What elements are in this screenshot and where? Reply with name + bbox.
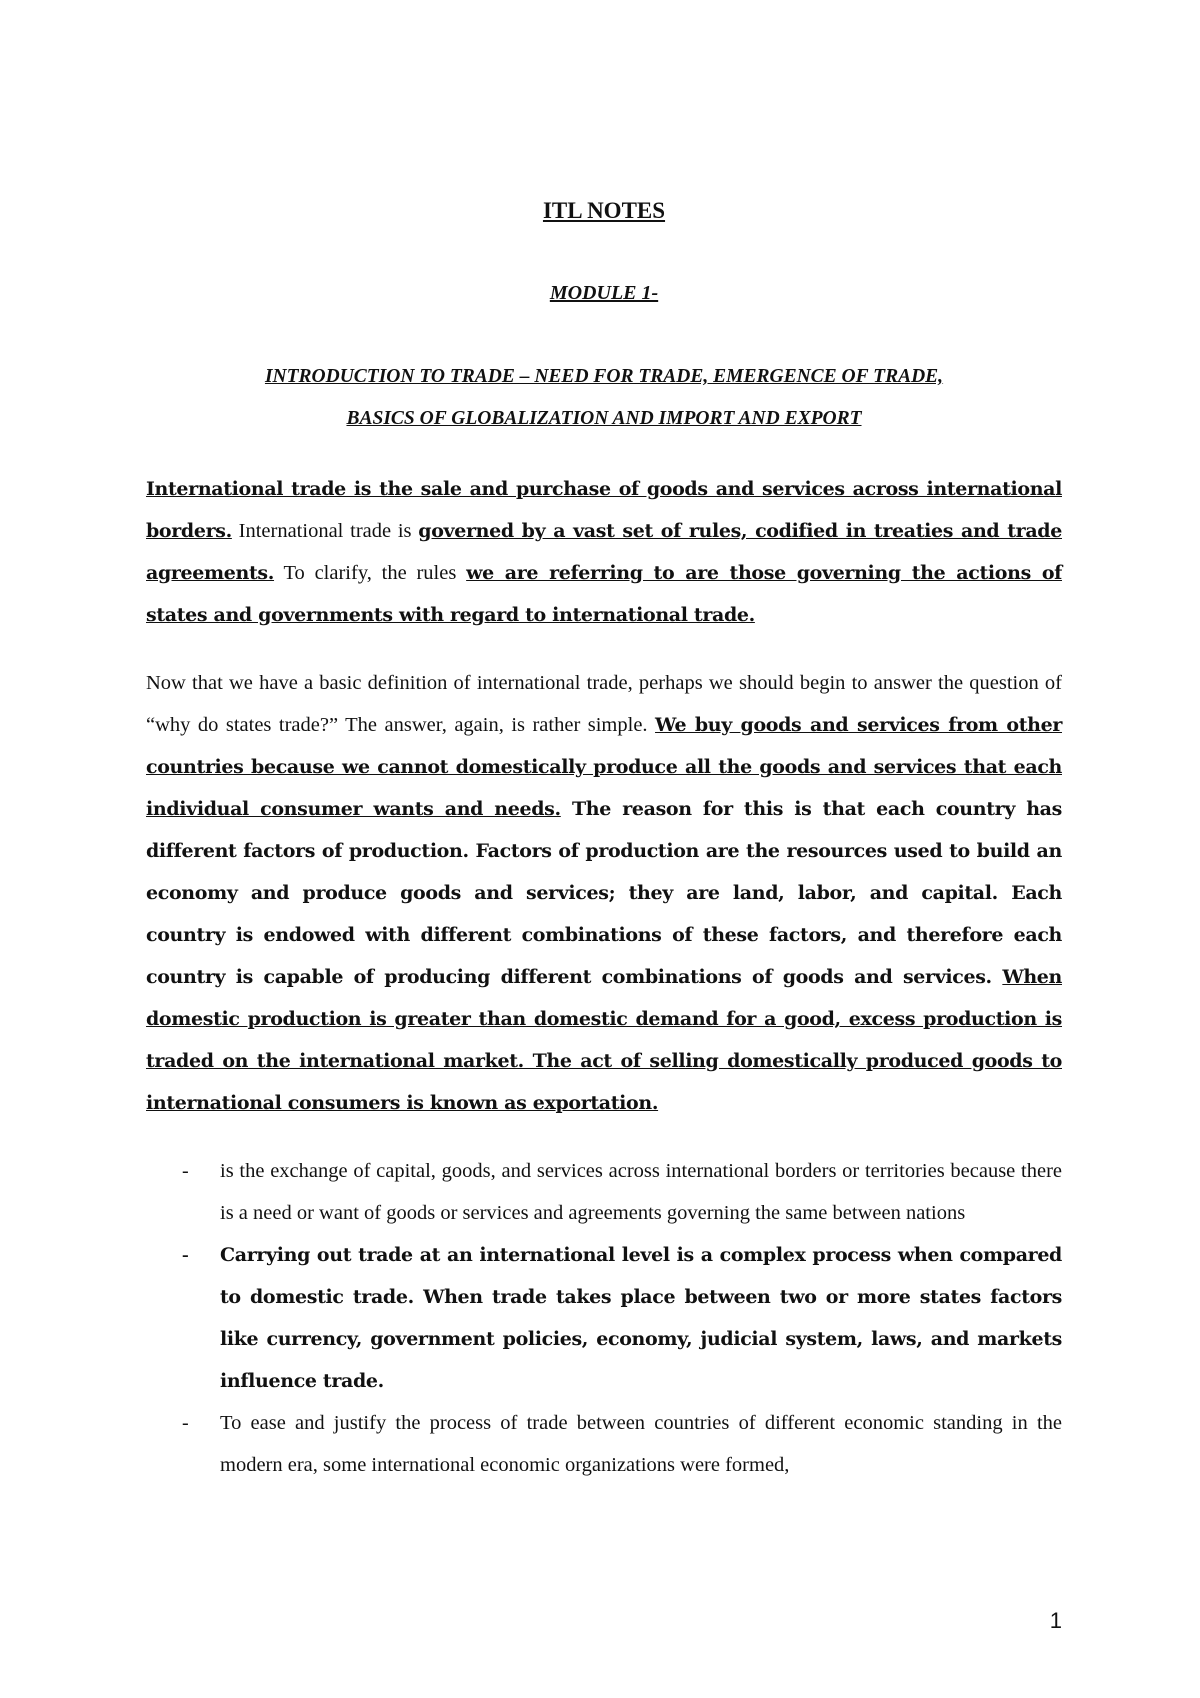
module-heading: MODULE 1- (549, 282, 659, 304)
list-item (146, 1150, 1062, 1234)
document-title: ITL NOTES (542, 198, 666, 223)
paragraph-why-trade (146, 662, 1062, 1124)
states-sentence: we are referring to are those governing the actions of states and governments with regard to international trade. (146, 562, 1062, 626)
definition-sentence: International trade is the sale and purchase of goods and services across international borders. (146, 478, 1062, 542)
exportation-sentence: When domestic production is greater than domestic demand for a good, excess production is traded on the international market. The act of selling domestically produced goods to international consumers is known as exportation. (146, 966, 1062, 1114)
section-heading-line-2: BASICS OF GLOBALIZATION AND IMPORT AND EXPORT (346, 408, 862, 429)
page-content (146, 196, 1062, 1486)
dash-marker: - (182, 1244, 189, 1266)
paragraph-text: Now that we have a basic definition of international trade, perhaps we should begin to answer the question of “why do states trade?” The answer, again, is rather simple. (146, 672, 1062, 736)
list-item (146, 1402, 1062, 1486)
list-item (146, 1234, 1062, 1402)
list-item-text: Carrying out trade at an international level is a complex process when compared to domestic trade. When trade takes place between two or more states factors like currency, government policies, economy, judicial system, laws, and markets influence trade. (220, 1244, 1062, 1392)
rules-sentence: governed by a vast set of rules, codified in treaties and trade agreements. (146, 520, 1062, 584)
list-item-text: is the exchange of capital, goods, and services across international borders or territories because there is a need or want of goods or services and agreements governing the same between nations (220, 1160, 1062, 1224)
section-heading (146, 356, 1062, 440)
dash-marker: - (182, 1412, 189, 1434)
paragraph-definition (146, 468, 1062, 636)
section-heading-line-1: INTRODUCTION TO TRADE – NEED FOR TRADE, EMERGENCE OF TRADE, (264, 366, 944, 387)
dash-marker: - (182, 1160, 189, 1182)
bullet-list (146, 1150, 1062, 1486)
paragraph-text: To clarify, the rules (274, 562, 467, 584)
paragraph-text: International trade is (231, 520, 419, 542)
factors-sentence: The reason for this is that each country has different factors of production. Factors of production are the resources used to build an economy and produce goods and services; they are land, labor, and capital. Each country is endowed with different combinations of these factors, and therefore each country is capable of producing different combinations of goods and services. (146, 798, 1062, 988)
list-item-text: To ease and justify the process of trade between countries of different economic standing in the modern era, some international economic organizations were formed, (220, 1412, 1062, 1476)
buy-goods-sentence: We buy goods and services from other countries because we cannot domestically produce all the goods and services that each individual consumer wants and needs. (146, 714, 1062, 820)
page-number: 1 (1049, 1608, 1062, 1633)
